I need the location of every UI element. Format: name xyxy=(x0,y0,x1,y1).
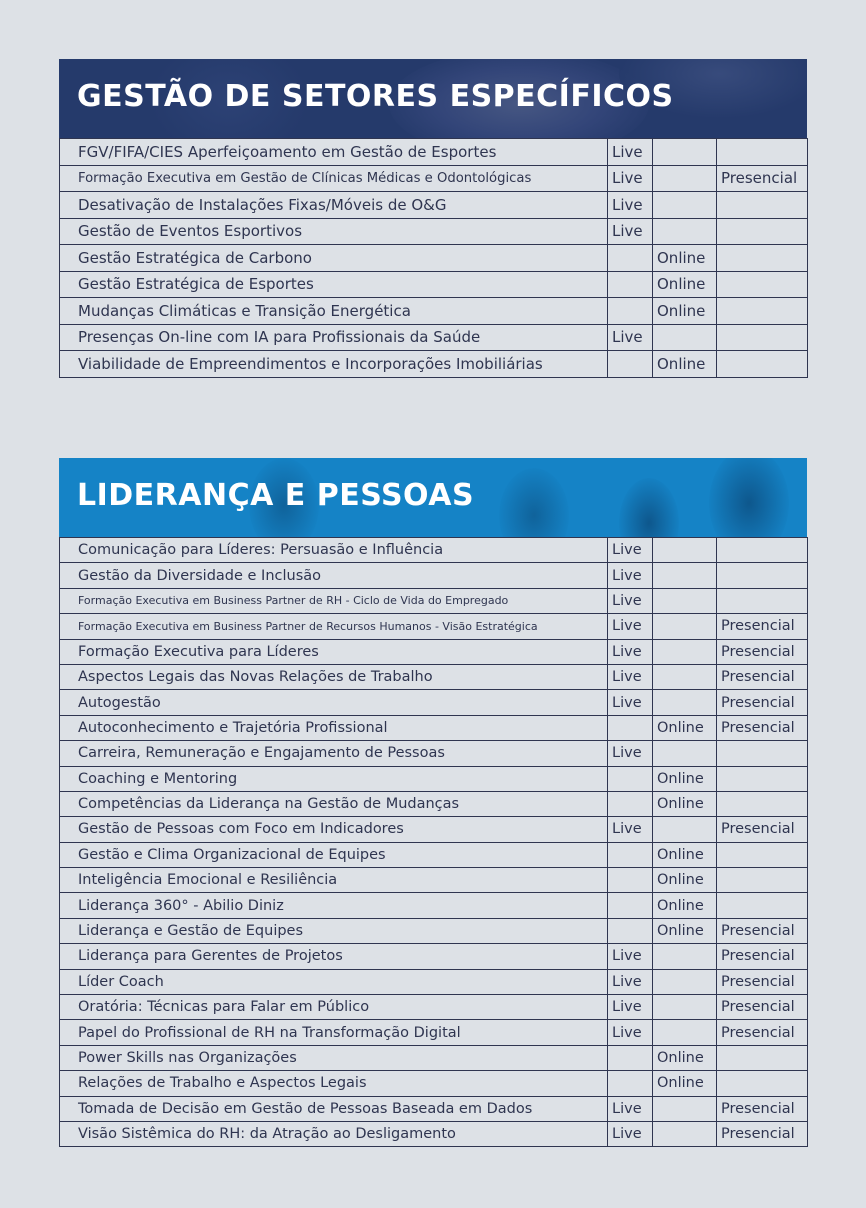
presencial-cell: Presencial xyxy=(717,817,808,842)
online-cell: Online xyxy=(653,918,717,943)
live-cell: Live xyxy=(608,1096,653,1121)
course-name-cell: Viabilidade de Empreendimentos e Incorporações Imobiliárias xyxy=(60,351,608,378)
course-table xyxy=(59,138,808,378)
online-cell: Online xyxy=(653,766,717,791)
presencial-cell: Presencial xyxy=(717,1020,808,1045)
online-cell xyxy=(653,639,717,664)
online-cell xyxy=(653,324,717,351)
online-cell xyxy=(653,563,717,588)
table-row xyxy=(60,165,808,192)
course-name-cell: Oratória: Técnicas para Falar em Público xyxy=(60,995,608,1020)
online-cell: Online xyxy=(653,1071,717,1096)
live-cell xyxy=(608,918,653,943)
course-name-cell: Autogestão xyxy=(60,690,608,715)
presencial-cell: Presencial xyxy=(717,614,808,639)
course-name-cell: Gestão Estratégica de Esportes xyxy=(60,271,608,298)
course-name-cell: Liderança para Gerentes de Projetos xyxy=(60,944,608,969)
online-cell xyxy=(653,944,717,969)
live-cell xyxy=(608,715,653,740)
table-row xyxy=(60,351,808,378)
presencial-cell xyxy=(717,271,808,298)
course-name-cell: Gestão de Pessoas com Foco em Indicadores xyxy=(60,817,608,842)
live-cell: Live xyxy=(608,817,653,842)
table-row xyxy=(60,192,808,219)
section-title: GESTÃO DE SETORES ESPECÍFICOS xyxy=(77,79,674,114)
course-name-cell: Líder Coach xyxy=(60,969,608,994)
live-cell xyxy=(608,298,653,325)
table-row xyxy=(60,995,808,1020)
presencial-cell xyxy=(717,351,808,378)
presencial-cell: Presencial xyxy=(717,690,808,715)
course-name-cell: Presenças On-line com IA para Profissionais da Saúde xyxy=(60,324,608,351)
course-name-cell: Coaching e Mentoring xyxy=(60,766,608,791)
live-cell: Live xyxy=(608,139,653,166)
table-row xyxy=(60,842,808,867)
table-row xyxy=(60,271,808,298)
presencial-cell xyxy=(717,245,808,272)
online-cell xyxy=(653,1121,717,1146)
live-cell: Live xyxy=(608,165,653,192)
presencial-cell xyxy=(717,298,808,325)
live-cell xyxy=(608,868,653,893)
course-name-cell: Desativação de Instalações Fixas/Móveis de O&G xyxy=(60,192,608,219)
live-cell: Live xyxy=(608,324,653,351)
presencial-cell xyxy=(717,791,808,816)
online-cell xyxy=(653,690,717,715)
presencial-cell xyxy=(717,139,808,166)
section-title: LIDERANÇA E PESSOAS xyxy=(77,478,475,513)
course-name-cell: Gestão de Eventos Esportivos xyxy=(60,218,608,245)
table-row xyxy=(60,1121,808,1146)
live-cell: Live xyxy=(608,639,653,664)
online-cell xyxy=(653,1020,717,1045)
live-cell xyxy=(608,842,653,867)
table-row xyxy=(60,139,808,166)
table-row xyxy=(60,817,808,842)
online-cell xyxy=(653,995,717,1020)
table-row xyxy=(60,1045,808,1070)
online-cell xyxy=(653,139,717,166)
course-name-cell: Competências da Liderança na Gestão de Mudanças xyxy=(60,791,608,816)
table-row xyxy=(60,715,808,740)
online-cell: Online xyxy=(653,791,717,816)
live-cell xyxy=(608,271,653,298)
table-row xyxy=(60,791,808,816)
course-name-cell: Papel do Profissional de RH na Transformação Digital xyxy=(60,1020,608,1045)
online-cell: Online xyxy=(653,271,717,298)
presencial-cell xyxy=(717,218,808,245)
table-row xyxy=(60,218,808,245)
live-cell: Live xyxy=(608,218,653,245)
presencial-cell: Presencial xyxy=(717,1121,808,1146)
presencial-cell: Presencial xyxy=(717,944,808,969)
course-name-cell: Visão Sistêmica do RH: da Atração ao Desligamento xyxy=(60,1121,608,1146)
online-cell xyxy=(653,614,717,639)
table-row xyxy=(60,245,808,272)
table-row xyxy=(60,1096,808,1121)
live-cell xyxy=(608,245,653,272)
course-table xyxy=(59,537,808,1147)
presencial-cell xyxy=(717,324,808,351)
table-row xyxy=(60,563,808,588)
course-name-cell: Gestão da Diversidade e Inclusão xyxy=(60,563,608,588)
live-cell: Live xyxy=(608,944,653,969)
course-name-cell: Liderança 360° - Abilio Diniz xyxy=(60,893,608,918)
live-cell xyxy=(608,893,653,918)
live-cell: Live xyxy=(608,664,653,689)
presencial-cell xyxy=(717,192,808,219)
online-cell xyxy=(653,218,717,245)
section-lideranca-pessoas xyxy=(59,458,807,1147)
live-cell: Live xyxy=(608,192,653,219)
live-cell: Live xyxy=(608,614,653,639)
online-cell xyxy=(653,1096,717,1121)
table-row xyxy=(60,1071,808,1096)
course-name-cell: Carreira, Remuneração e Engajamento de Pessoas xyxy=(60,741,608,766)
course-name-cell: Relações de Trabalho e Aspectos Legais xyxy=(60,1071,608,1096)
presencial-cell xyxy=(717,741,808,766)
table-row xyxy=(60,538,808,563)
course-name-cell: Power Skills nas Organizações xyxy=(60,1045,608,1070)
presencial-cell xyxy=(717,1045,808,1070)
table-row xyxy=(60,298,808,325)
online-cell xyxy=(653,192,717,219)
course-name-cell: Formação Executiva em Business Partner de RH - Ciclo de Vida do Empregado xyxy=(60,588,608,613)
table-row xyxy=(60,614,808,639)
live-cell xyxy=(608,766,653,791)
course-name-cell: Gestão Estratégica de Carbono xyxy=(60,245,608,272)
live-cell: Live xyxy=(608,538,653,563)
table-row xyxy=(60,868,808,893)
presencial-cell: Presencial xyxy=(717,918,808,943)
section-banner xyxy=(59,59,807,138)
course-name-cell: FGV/FIFA/CIES Aperfeiçoamento em Gestão de Esportes xyxy=(60,139,608,166)
course-name-cell: Formação Executiva em Gestão de Clínicas Médicas e Odontológicas xyxy=(60,165,608,192)
online-cell xyxy=(653,165,717,192)
course-name-cell: Mudanças Climáticas e Transição Energética xyxy=(60,298,608,325)
course-name-cell: Inteligência Emocional e Resiliência xyxy=(60,868,608,893)
presencial-cell: Presencial xyxy=(717,639,808,664)
live-cell: Live xyxy=(608,690,653,715)
table-row xyxy=(60,969,808,994)
online-cell: Online xyxy=(653,893,717,918)
course-name-cell: Autoconhecimento e Trajetória Profissional xyxy=(60,715,608,740)
table-row xyxy=(60,893,808,918)
live-cell: Live xyxy=(608,563,653,588)
online-cell: Online xyxy=(653,298,717,325)
live-cell: Live xyxy=(608,995,653,1020)
online-cell xyxy=(653,817,717,842)
live-cell xyxy=(608,791,653,816)
section-banner xyxy=(59,458,807,537)
table-row xyxy=(60,918,808,943)
table-row xyxy=(60,639,808,664)
live-cell: Live xyxy=(608,588,653,613)
online-cell: Online xyxy=(653,245,717,272)
presencial-cell: Presencial xyxy=(717,969,808,994)
online-cell: Online xyxy=(653,715,717,740)
course-name-cell: Comunicação para Líderes: Persuasão e Influência xyxy=(60,538,608,563)
course-name-cell: Aspectos Legais das Novas Relações de Trabalho xyxy=(60,664,608,689)
presencial-cell: Presencial xyxy=(717,715,808,740)
online-cell xyxy=(653,664,717,689)
table-row xyxy=(60,741,808,766)
presencial-cell xyxy=(717,766,808,791)
table-row xyxy=(60,690,808,715)
live-cell: Live xyxy=(608,1020,653,1045)
online-cell: Online xyxy=(653,351,717,378)
presencial-cell xyxy=(717,842,808,867)
live-cell: Live xyxy=(608,1121,653,1146)
presencial-cell: Presencial xyxy=(717,1096,808,1121)
table-row xyxy=(60,1020,808,1045)
course-name-cell: Formação Executiva para Líderes xyxy=(60,639,608,664)
online-cell xyxy=(653,741,717,766)
table-row xyxy=(60,766,808,791)
presencial-cell xyxy=(717,563,808,588)
course-name-cell: Liderança e Gestão de Equipes xyxy=(60,918,608,943)
live-cell xyxy=(608,351,653,378)
presencial-cell xyxy=(717,538,808,563)
live-cell xyxy=(608,1045,653,1070)
presencial-cell: Presencial xyxy=(717,664,808,689)
table-row xyxy=(60,588,808,613)
course-name-cell: Tomada de Decisão em Gestão de Pessoas Baseada em Dados xyxy=(60,1096,608,1121)
live-cell: Live xyxy=(608,969,653,994)
presencial-cell: Presencial xyxy=(717,995,808,1020)
table-row xyxy=(60,944,808,969)
presencial-cell xyxy=(717,1071,808,1096)
presencial-cell xyxy=(717,588,808,613)
course-name-cell: Formação Executiva em Business Partner de Recursos Humanos - Visão Estratégica xyxy=(60,614,608,639)
online-cell: Online xyxy=(653,868,717,893)
presencial-cell xyxy=(717,868,808,893)
course-name-cell: Gestão e Clima Organizacional de Equipes xyxy=(60,842,608,867)
online-cell: Online xyxy=(653,842,717,867)
presencial-cell xyxy=(717,893,808,918)
online-cell xyxy=(653,969,717,994)
table-row xyxy=(60,324,808,351)
live-cell xyxy=(608,1071,653,1096)
online-cell xyxy=(653,588,717,613)
online-cell xyxy=(653,538,717,563)
section-gestao-setores xyxy=(59,59,807,378)
table-row xyxy=(60,664,808,689)
online-cell: Online xyxy=(653,1045,717,1070)
live-cell: Live xyxy=(608,741,653,766)
presencial-cell: Presencial xyxy=(717,165,808,192)
